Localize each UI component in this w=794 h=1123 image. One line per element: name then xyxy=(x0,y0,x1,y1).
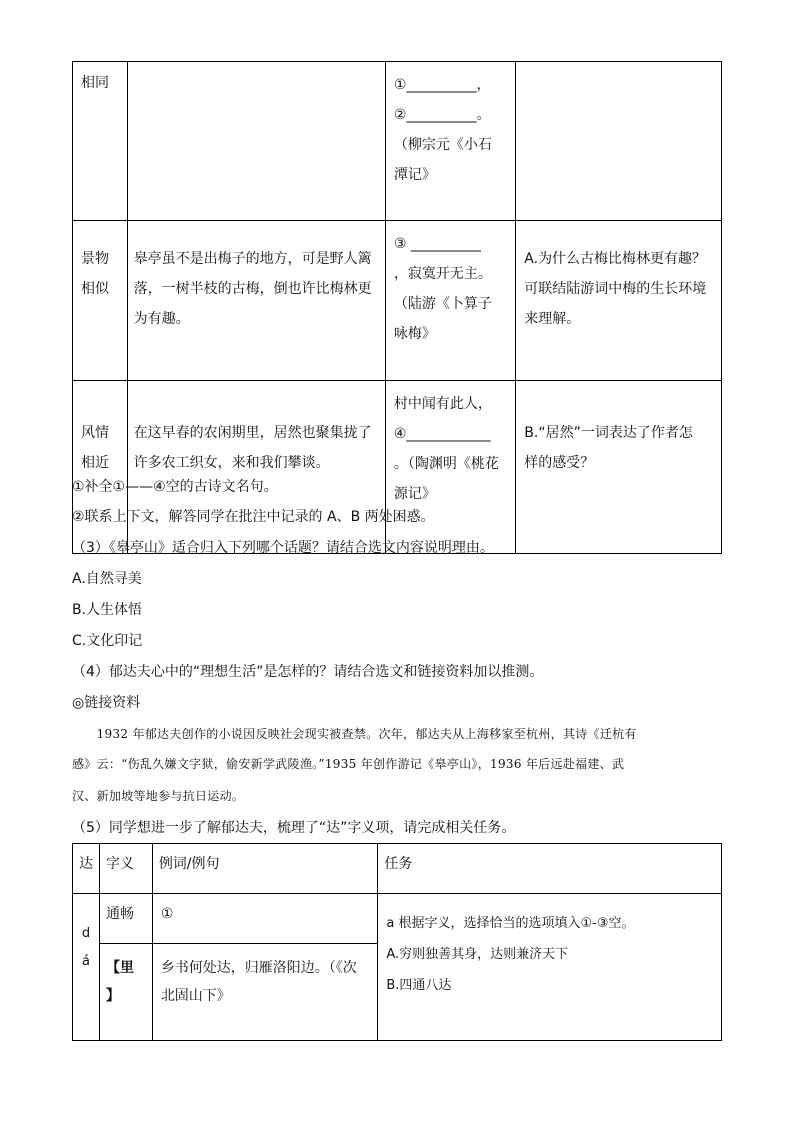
row-excerpt: 皋亭虽不是出梅子的地方，可是野人篱 落，一树半枝的古梅，倒也许比梅林更 为有趣。 xyxy=(127,221,385,381)
task-cell: a 根据字义，选择恰当的选项填入①-③空。 A.穷则独善其身，达则兼济天下 B.四通八达 xyxy=(378,894,722,1041)
reference-text-line: 1932 年郁达夫创作的小说因反映社会现实被查禁。次年，郁达夫从上海移家至杭州，其诗《迁杭有 xyxy=(72,727,637,741)
header-cell: 例词/例句 xyxy=(152,844,378,894)
option-line: C.文化印记 xyxy=(72,633,143,649)
header-cell: 字义 xyxy=(99,844,152,894)
question-line: （3）《皋亭山》适合归入下列哪个话题？请结合选文内容说明理由。 xyxy=(72,540,494,556)
row-category: 景物 相似 xyxy=(73,221,128,381)
option-line: B.人生体悟 xyxy=(72,602,143,618)
row-note: B.“居然”一词表达了作者怎 样的感受？ xyxy=(516,381,722,554)
row-excerpt: 在这早春的农闲期里，居然也聚集拢了 许多农工织女，来和我们攀谈。 xyxy=(127,381,385,554)
row-note xyxy=(516,62,722,221)
link-material-heading: ◎链接资料 xyxy=(72,695,141,711)
row-poem-blank: ①__________， ②__________。 （柳宗元《小石 潭记》 xyxy=(385,62,515,221)
example-cell: 乡书何处达，归雁洛阳边。（《次 北固山下》 xyxy=(152,944,378,1041)
question-line: （5）同学想进一步了解郁达夫，梳理了“达”字义项，请完成相关任务。 xyxy=(72,820,516,836)
table-row xyxy=(73,894,722,944)
row-note: A.为什么古梅比梅林更有趣？ 可联结陆游词中梅的生长环境 来理解。 xyxy=(516,221,722,381)
row-category: 风情 相近 xyxy=(73,381,128,554)
table-row xyxy=(73,381,722,554)
question-line: ②联系上下文，解答同学在批注中记录的 A、B 两处困惑。 xyxy=(72,509,435,525)
table-row xyxy=(73,62,722,221)
table-header-row xyxy=(73,844,722,894)
question-line: ①补全①——④空的古诗文名句。 xyxy=(72,479,278,495)
reference-text-line: 汉、新加坡等地参与抗日运动。 xyxy=(72,789,245,803)
header-cell: 达 xyxy=(73,844,100,894)
character-meaning-table xyxy=(72,843,722,1041)
pinyin-cell: d á xyxy=(73,894,100,1041)
header-cell: 任务 xyxy=(378,844,722,894)
meaning-cell: 【里 】 xyxy=(99,944,152,1041)
example-cell: ① xyxy=(152,894,378,944)
option-line: A.自然寻美 xyxy=(72,571,142,587)
row-excerpt xyxy=(127,62,385,221)
question-line: （4）郁达夫心中的“理想生活”是怎样的？请结合选文和链接资料加以推测。 xyxy=(72,664,544,680)
reference-text-line: 感》云：“伤乱久嫌文字狱，偷安新学武陵渔。”1935 年创作游记《皋亭山》，1936 年后远赴福建、武 xyxy=(72,757,625,771)
row-poem-blank: ③ __________ ，寂寞开无主。 （陆游《卜算子 咏梅》 xyxy=(385,221,515,381)
meaning-cell: 通畅 xyxy=(99,894,152,944)
table-row xyxy=(73,221,722,381)
row-category: 相同 xyxy=(73,62,128,221)
row-poem-blank: 村中闻有此人， ④____________ 。（陶渊明《桃花 源记》 xyxy=(385,381,515,554)
